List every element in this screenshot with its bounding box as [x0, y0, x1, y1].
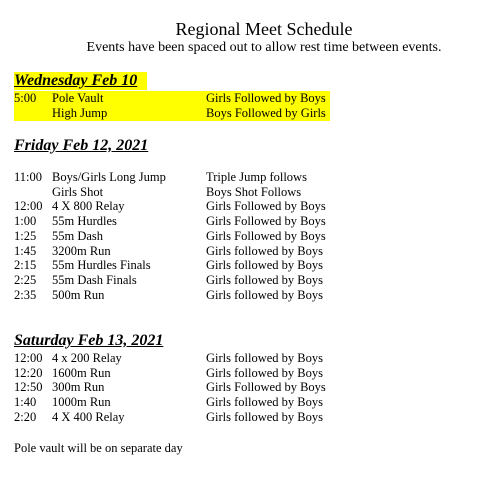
event-order-note: Girls followed by Boys	[206, 395, 324, 410]
event-time: 12:00	[14, 199, 43, 214]
event-order-note: Boys Shot Follows	[206, 184, 302, 199]
event-time: 12:50	[14, 380, 43, 395]
day-heading: Wednesday Feb 10	[14, 72, 147, 90]
event-order-note: Girls followed by Boys	[206, 258, 324, 273]
event-time: 2:35	[14, 287, 37, 302]
page-subtitle: Events have been spaced out to allow rest time between events.	[86, 40, 442, 55]
event-order-note: Girls Followed by Boys	[206, 214, 326, 229]
event-name: High Jump	[52, 105, 108, 120]
event-name: 55m Hurdles	[52, 214, 117, 229]
schedule-row	[14, 106, 330, 121]
event-name: 3200m Run	[52, 243, 111, 258]
footnote: Pole vault will be on separate day	[14, 441, 183, 455]
event-order-note: Girls followed by Boys	[206, 272, 324, 287]
event-time: 1:00	[14, 214, 37, 229]
event-name: 55m Hurdles Finals	[52, 258, 151, 273]
event-name: Girls Shot	[52, 184, 104, 199]
event-order-note: Girls Followed by Boys	[206, 228, 326, 243]
event-time: 12:00	[14, 351, 43, 365]
event-time: 5:00	[14, 91, 37, 105]
event-time: 11:00	[14, 170, 43, 184]
event-order-note: Girls followed by Boys	[206, 243, 324, 258]
event-name: Boys/Girls Long Jump	[52, 170, 166, 184]
event-name: 4 X 800 Relay	[52, 199, 125, 214]
event-order-note: Girls followed by Boys	[206, 287, 324, 302]
schedule-row	[14, 91, 330, 106]
event-time: 2:20	[14, 409, 37, 424]
day-heading: Saturday Feb 13, 2021	[14, 332, 164, 349]
event-name: 1600m Run	[52, 365, 111, 380]
event-name: 300m Run	[52, 380, 105, 395]
event-name: 4 X 400 Relay	[52, 409, 125, 424]
event-time: 2:25	[14, 272, 37, 287]
event-order-note: Girls followed by Boys	[206, 409, 324, 424]
event-time: 12:20	[14, 365, 43, 380]
event-order-note: Girls Followed by Boys	[206, 380, 326, 395]
event-time: 1:40	[14, 395, 37, 410]
event-order-note: Girls followed by Boys	[206, 365, 324, 380]
event-order-note: Girls followed by Boys	[206, 351, 324, 365]
event-name: 55m Dash Finals	[52, 272, 137, 287]
event-order-note: Triple Jump follows	[206, 170, 307, 184]
event-name: 4 x 200 Relay	[52, 351, 122, 365]
event-time: 1:25	[14, 228, 37, 243]
event-order-note: Girls Followed by Boys	[206, 199, 326, 214]
event-time: 2:15	[14, 258, 37, 273]
day-heading: Friday Feb 12, 2021	[14, 137, 149, 154]
event-time: 1:45	[14, 243, 37, 258]
event-name: Pole Vault	[52, 91, 104, 105]
event-name: 55m Dash	[52, 228, 104, 243]
event-name: 1000m Run	[52, 395, 111, 410]
event-name: 500m Run	[52, 287, 105, 302]
event-order-note: Boys Followed by Girls	[206, 105, 326, 120]
event-order-note: Girls Followed by Boys	[206, 91, 326, 105]
page-title: Regional Meet Schedule	[175, 19, 353, 39]
